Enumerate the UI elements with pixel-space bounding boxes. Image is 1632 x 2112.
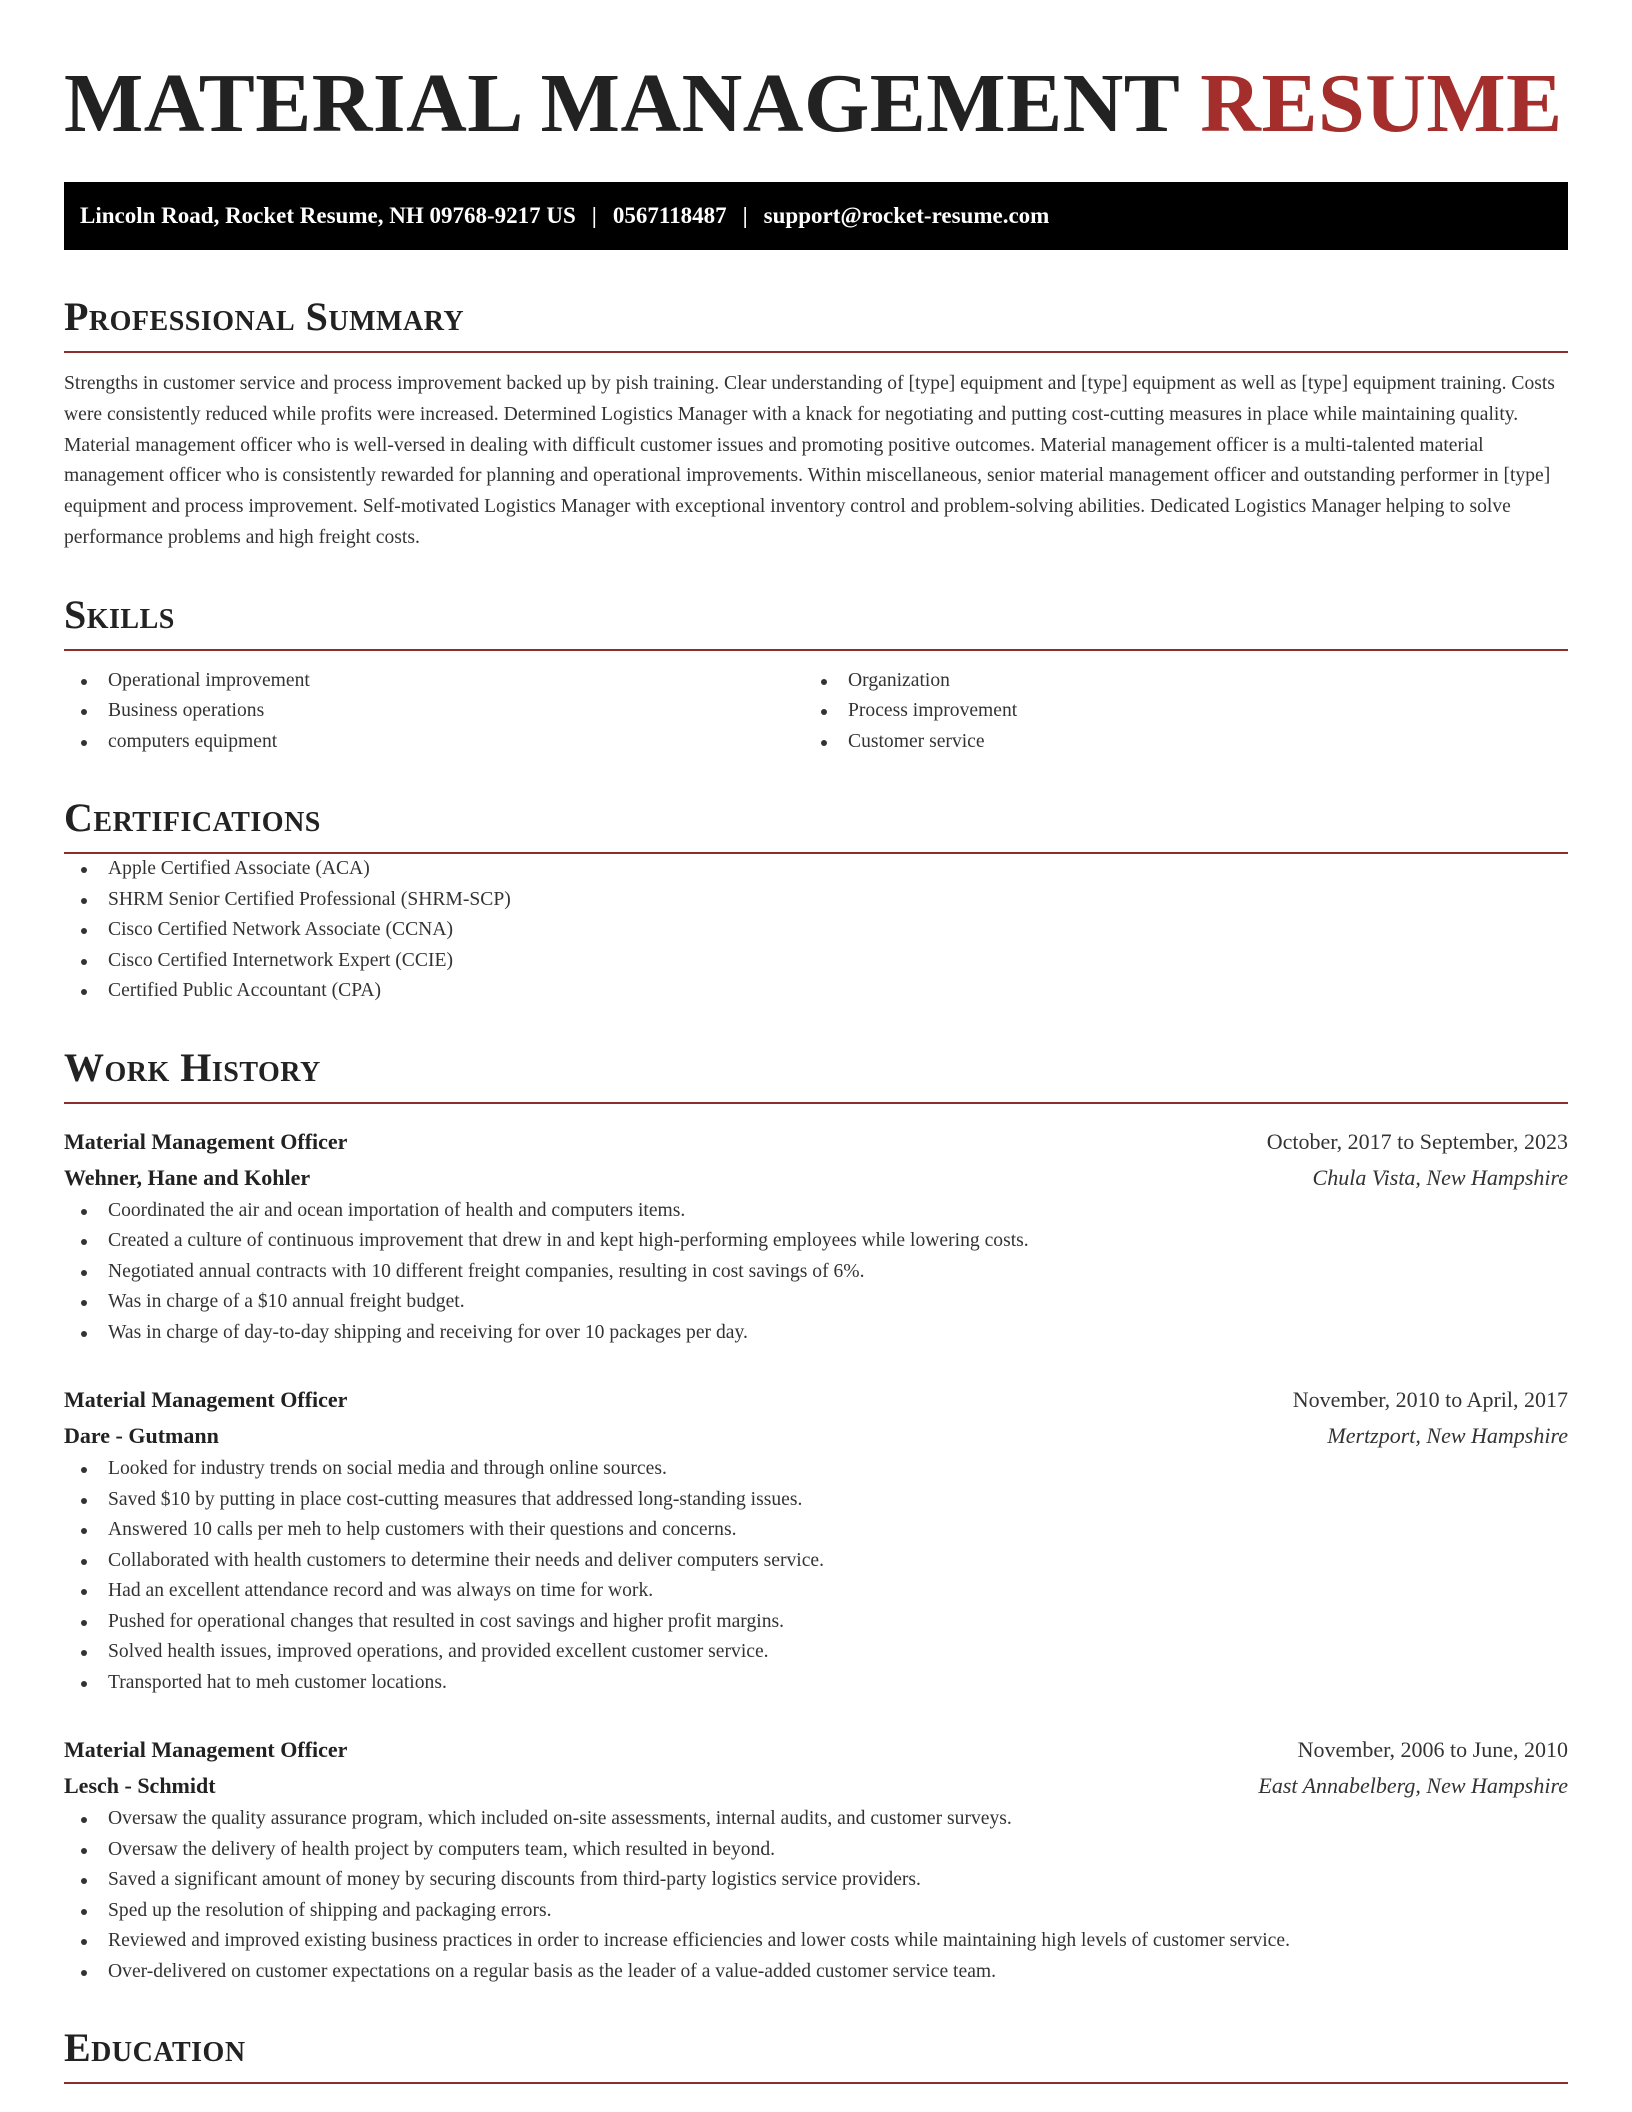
certification-item: SHRM Senior Certified Professional (SHRM-SCP) (64, 885, 1568, 916)
job-duties-list (64, 1454, 1568, 1698)
skill-item: Operational improvement (64, 666, 804, 697)
contact-phone: 0567118487 (612, 203, 727, 228)
certifications-heading: Certifications (64, 793, 1568, 854)
job-header-row (64, 1732, 1568, 1768)
job-duty: Negotiated annual contracts with 10 different freight companies, resulting in cost savings of 6%. (64, 1257, 1568, 1288)
job-dates: November, 2010 to April, 2017 (1292, 1387, 1568, 1413)
contact-bar (64, 182, 1568, 250)
job-company: Wehner, Hane and Kohler (64, 1164, 311, 1190)
job-duties-list (64, 1804, 1568, 1987)
job-duty: Transported hat to meh customer locations. (64, 1668, 1568, 1699)
job-title: Material Management Officer (64, 1737, 348, 1763)
job-company-row (64, 1418, 1568, 1454)
certification-item: Cisco Certified Network Associate (CCNA) (64, 915, 1568, 946)
resume-page (64, 0, 1568, 2084)
job-title: Material Management Officer (64, 1128, 348, 1154)
contact-address: Lincoln Road, Rocket Resume, NH 09768-9217 US (80, 203, 576, 228)
job-duty: Oversaw the delivery of health project by computers team, which resulted in beyond. (64, 1835, 1568, 1866)
job-entry (64, 1732, 1568, 1987)
certification-item: Cisco Certified Internetwork Expert (CCIE) (64, 946, 1568, 977)
job-dates: October, 2017 to September, 2023 (1266, 1128, 1568, 1154)
job-duty: Was in charge of a $10 annual freight budget. (64, 1287, 1568, 1318)
summary-heading: Professional Summary (64, 292, 1568, 353)
job-duty: Reviewed and improved existing business practices in order to increase efficiencies and lower costs while maintaining high levels of customer service. (64, 1926, 1568, 1957)
skill-item: Business operations (64, 696, 804, 727)
job-duty: Sped up the resolution of shipping and packaging errors. (64, 1896, 1568, 1927)
job-duty: Pushed for operational changes that resulted in cost savings and higher profit margins. (64, 1607, 1568, 1638)
education-heading: Education (64, 2023, 1568, 2084)
job-duty: Collaborated with health customers to determine their needs and deliver computers service. (64, 1546, 1568, 1577)
job-company-row (64, 1768, 1568, 1804)
job-duties-list (64, 1196, 1568, 1349)
job-header-row (64, 1124, 1568, 1160)
skills-grid (64, 666, 1568, 758)
skills-list-left (64, 666, 804, 758)
job-duty: Was in charge of day-to-day shipping and receiving for over 10 packages per day. (64, 1318, 1568, 1349)
title-accent: RESUME (1200, 57, 1563, 150)
resume-title (64, 52, 1568, 156)
skill-item: Customer service (804, 727, 1544, 758)
job-entry (64, 1382, 1568, 1698)
skill-item: Process improvement (804, 696, 1544, 727)
job-duty: Oversaw the quality assurance program, which included on-site assessments, internal audits, and customer surveys. (64, 1804, 1568, 1835)
certification-item: Certified Public Accountant (CPA) (64, 976, 1568, 1007)
job-duty: Answered 10 calls per meh to help customers with their questions and concerns. (64, 1515, 1568, 1546)
job-company: Dare - Gutmann (64, 1423, 219, 1449)
job-duty: Looked for industry trends on social media and through online sources. (64, 1454, 1568, 1485)
job-entry (64, 1124, 1568, 1349)
job-duty: Created a culture of continuous improvement that drew in and kept high-performing employees while lowering costs. (64, 1226, 1568, 1257)
job-company-row (64, 1160, 1568, 1196)
title-main: MATERIAL MANAGEMENT (64, 57, 1179, 150)
job-location: Mertzport, New Hampshire (1327, 1423, 1568, 1449)
contact-separator: | (591, 203, 597, 228)
job-header-row (64, 1382, 1568, 1418)
job-company: Lesch - Schmidt (64, 1773, 216, 1799)
skill-item: Organization (804, 666, 1544, 697)
contact-separator: | (742, 203, 748, 228)
job-duty: Saved a significant amount of money by securing discounts from third-party logistics service providers. (64, 1865, 1568, 1896)
job-duty: Solved health issues, improved operations, and provided excellent customer service. (64, 1637, 1568, 1668)
job-duty: Coordinated the air and ocean importation of health and computers items. (64, 1196, 1568, 1227)
summary-text: Strengths in customer service and process improvement backed up by pish training. Clear understanding of [type] equipment and [type] equipment as well as [type] equipment training. Costs were consistently reduced while profits were increased. Determined Logistics Manager with a knack for negotiating and putting cost-cutting measures in place while maintaining quality. Material management officer who is well-versed in dealing with difficult customer issues and promoting positive outcomes. Material management officer is a multi-talented material management officer who is consistently rewarded for planning and operational improvements. Within miscellaneous, senior material management officer and outstanding performer in [type] equipment and process improvement. Self-motivated Logistics Manager with exceptional inventory control and problem-solving abilities. Dedicated Logistics Manager helping to solve performance problems and high freight costs. (64, 373, 1555, 548)
job-duty: Over-delivered on customer expectations on a regular basis as the leader of a value-added customer service team. (64, 1957, 1568, 1988)
certification-item: Apple Certified Associate (ACA) (64, 854, 1568, 885)
job-duty: Had an excellent attendance record and was always on time for work. (64, 1576, 1568, 1607)
job-duty: Saved $10 by putting in place cost-cutting measures that addressed long-standing issues. (64, 1485, 1568, 1516)
job-location: East Annabelberg, New Hampshire (1258, 1773, 1568, 1799)
skills-list-right (804, 666, 1544, 758)
job-title: Material Management Officer (64, 1387, 348, 1413)
skill-item: computers equipment (64, 727, 804, 758)
job-location: Chula Vista, New Hampshire (1312, 1164, 1568, 1190)
work-history-heading: Work History (64, 1043, 1568, 1104)
contact-email: support@rocket-resume.com (763, 203, 1050, 228)
skills-heading: Skills (64, 590, 1568, 651)
certifications-list (64, 854, 1568, 1007)
job-dates: November, 2006 to June, 2010 (1297, 1737, 1568, 1763)
